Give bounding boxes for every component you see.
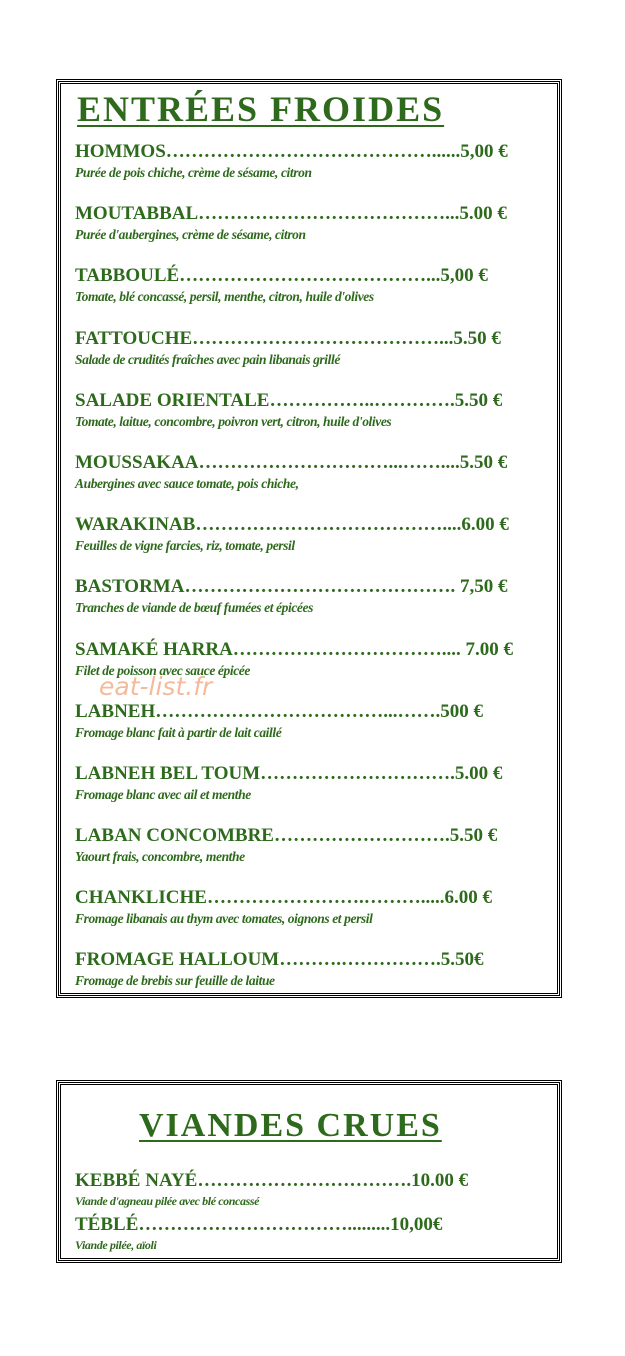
section-title: VIANDES CRUES: [139, 1107, 442, 1144]
item-description: Purée d'aubergines, crème de sésame, citron: [75, 227, 306, 243]
item-name-price: HOMMOS……………………………………......5,00 €: [75, 141, 508, 162]
viandes-crues-section: [56, 1080, 562, 1263]
item-description: Viande d'agneau pilée avec blé concassé: [75, 1194, 260, 1208]
item-description: Tomate, blé concassé, persil, menthe, citron, huile d'olives: [75, 289, 374, 305]
item-name-price: SALADE ORIENTALE……………..………….5.50 €: [75, 389, 503, 411]
item-name-price: MOUSSAKAA…………………………...……....5.50 €: [75, 451, 508, 473]
menu-item: [75, 575, 547, 637]
menu-item: [75, 948, 547, 1010]
item-name-price: WARAKINAB…………………………………....6.00 €: [75, 514, 509, 536]
menu-item: [75, 327, 547, 389]
menu-item-list: [75, 140, 547, 1011]
menu-item: [75, 202, 547, 264]
item-description: Yaourt frais, concombre, menthe: [75, 849, 245, 865]
item-name-price: BASTORMA……………………………………. 7,50 €: [75, 576, 508, 598]
item-description: Feuilles de vigne farcies, riz, tomate, persil: [75, 538, 295, 554]
menu-item: [75, 1213, 547, 1257]
item-name-price: TABBOULÉ…………………………………...5,00 €: [75, 265, 488, 287]
menu-item: [75, 513, 547, 575]
item-description: Tranches de viande de bœuf fumées et épicées: [75, 600, 313, 616]
menu-item: [75, 264, 547, 326]
menu-item: [75, 886, 547, 948]
item-description: Aubergines avec sauce tomate, pois chiche,: [75, 475, 299, 491]
item-description: Viande pilée, aïoli: [75, 1238, 157, 1252]
item-name-price: TÉBLÉ…………………………….........10,00€: [75, 1214, 443, 1235]
item-description: Filet de poisson avec sauce épicée: [75, 662, 250, 678]
item-description: Fromage blanc avec ail et menthe: [75, 786, 251, 802]
menu-item: [75, 1169, 547, 1213]
menu-item: [75, 140, 547, 202]
item-name-price: FATTOUCHE…………………………………...5.50 €: [75, 327, 501, 349]
item-description: Fromage blanc fait à partir de lait caillé: [75, 724, 282, 740]
menu-item: [75, 389, 547, 451]
item-name-price: FROMAGE HALLOUM……….…………….5.50€: [75, 949, 484, 971]
menu-item-list: [75, 1169, 547, 1257]
item-description: Purée de pois chiche, crème de sésame, citron: [75, 165, 312, 180]
watermark: eat-list.fr: [99, 672, 213, 701]
item-name-price: SAMAKÉ HARRA…………………………….... 7.00 €: [75, 638, 514, 660]
item-description: Fromage de brebis sur feuille de laitue: [75, 973, 275, 989]
menu-item: [75, 451, 547, 513]
menu-item: [75, 700, 547, 762]
item-description: Tomate, laitue, concombre, poivron vert, citron, huile d'olives: [75, 413, 392, 429]
menu-item: [75, 824, 547, 886]
item-name-price: MOUTABBAL…………………………………...5.00 €: [75, 203, 507, 225]
item-name-price: LABNEH BEL TOUM………………………….5.00 €: [75, 762, 503, 784]
item-name-price: LABNEH………………………………...…….500 €: [75, 700, 483, 722]
section-title: ENTRÉES FROIDES: [77, 89, 445, 129]
entrees-froides-section: [56, 79, 562, 998]
item-name-price: KEBBÉ NAYÉ…………………………….10.00 €: [75, 1170, 469, 1191]
menu-item: [75, 762, 547, 824]
item-name-price: CHANKLICHE…………………….……….....6.00 €: [75, 887, 492, 909]
item-description: Salade de crudités fraîches avec pain libanais grillé: [75, 351, 340, 367]
item-name-price: LABAN CONCOMBRE……………………….5.50 €: [75, 825, 498, 847]
item-description: Fromage libanais au thym avec tomates, oignons et persil: [75, 911, 373, 927]
